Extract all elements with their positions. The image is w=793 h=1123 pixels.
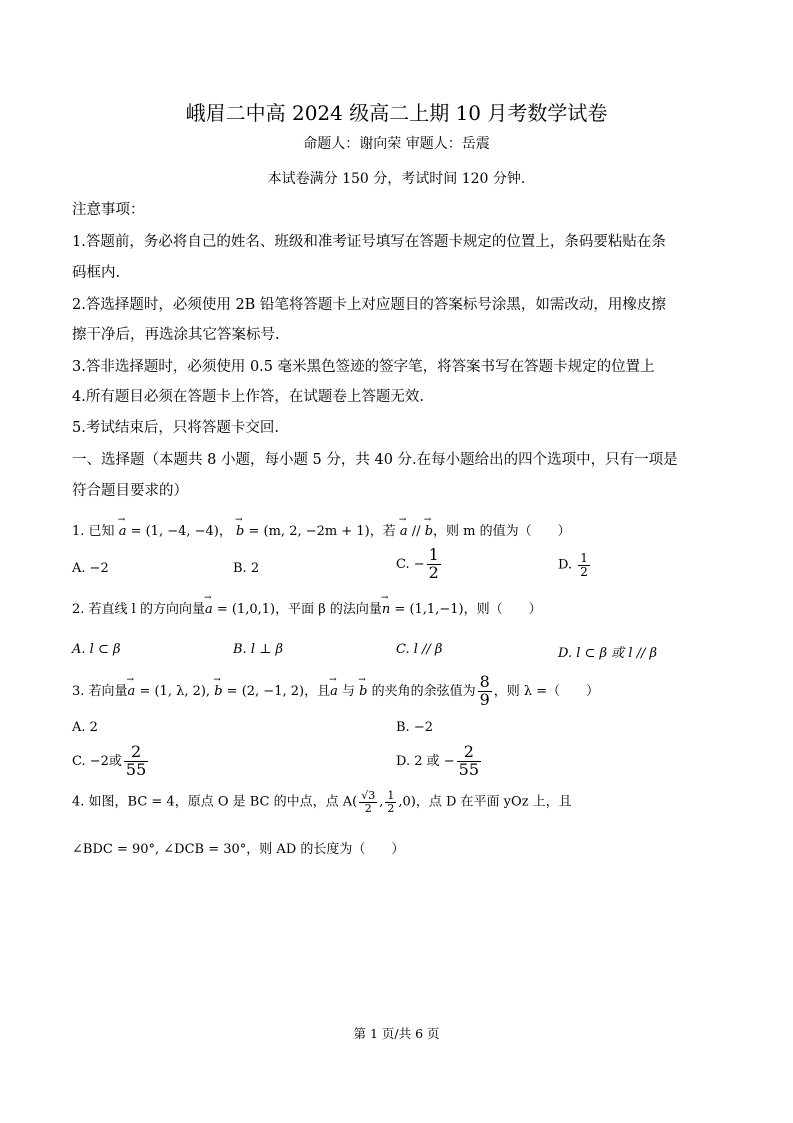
vector-a-symbol: → a [205, 602, 213, 617]
vector-a-value: = (1, −4, −4) [126, 524, 219, 539]
question-4-line-2: ∠BDC = 90°, ∠DCB = 30°，则 AD 的长度为（ ） [72, 842, 405, 857]
q2-option-c: C. l // β [396, 642, 443, 657]
note-line-1: 1.答题前，务必将自己的姓名、班级和准考证号填写在答题卡规定的位置上，条码要粘贴在条 [72, 234, 666, 250]
q4-line-1-suffix: ,0)，点 D 在平面 yOz 上，且 [398, 794, 572, 810]
vector-b-symbol: → b [359, 684, 367, 699]
q1-option-d-prefix: D. [558, 557, 573, 573]
fraction [359, 790, 377, 814]
fraction-denominator: 2 [428, 562, 439, 582]
vector-a-value: = (1,0,1) [212, 602, 276, 617]
vector-b-value: = (m, 2, −2m + 1) [244, 524, 370, 539]
q4-line-1-prefix: 4. 如图，BC = 4，原点 O 是 BC 的中点，点 A( [72, 794, 358, 810]
notes-heading: 注意事项： [72, 202, 145, 218]
fraction-numerator: 1 [580, 551, 588, 565]
q2-option-d: D. l ⊂ β 或 l // β [558, 646, 658, 661]
fraction [124, 744, 148, 779]
q1-option-b: B. 2 [233, 561, 260, 576]
fraction-numerator: 1 [387, 789, 395, 802]
exam-title: 峨眉二中高 2024 级高二上期 10 月考数学试卷 [185, 101, 608, 125]
q3-option-c [72, 744, 150, 779]
vector-a-value: = (1, λ, 2), [135, 683, 215, 699]
parallel-symbol: // [407, 524, 425, 539]
q2-middle: ，平面 β 的法向量 [275, 602, 382, 617]
vector-n-value: = (1,1,−1) [390, 602, 464, 617]
q3-suffix: ，则 λ =（ ） [493, 683, 600, 699]
q1-separator: ， [218, 524, 232, 539]
note-line-2: 码框内. [72, 265, 121, 281]
q1-suffix: ，则 m 的值为（ ） [433, 524, 571, 539]
page-footer: 第 1 页/共 6 页 [353, 1026, 440, 1041]
question-2-stem [72, 598, 542, 617]
q1-option-c-prefix: C. − [396, 556, 425, 572]
q1-option-c [396, 547, 443, 582]
fraction [578, 552, 590, 578]
note-line-6: 4.所有题目必须在答题卡上作答，在试题卷上答题无效. [72, 389, 424, 405]
note-line-3: 2.答选择题时，必须使用 2B 铅笔将答题卡上对应题目的答案标号涂黑，如需改动，用橡皮擦 [72, 297, 666, 313]
fraction-numerator: √3 [361, 789, 376, 802]
fraction-denominator: 55 [458, 759, 480, 779]
q1-option-a: A. −2 [72, 561, 109, 576]
question-3-stem [72, 674, 599, 709]
vector-a-symbol: → a [119, 524, 127, 539]
q1-condition-prefix: ，若 [369, 524, 396, 539]
fraction-denominator: 9 [479, 689, 490, 709]
q2-option-a: A. l ⊂ β [72, 642, 121, 657]
fraction-numerator: 8 [479, 672, 490, 691]
q3-option-c-prefix: C. −2或 [72, 753, 122, 769]
fraction [385, 790, 396, 814]
note-line-4: 擦干净后，再选涂其它答案标号. [72, 327, 280, 343]
q1-prefix: 1. 已知 [72, 524, 115, 539]
vector-b-symbol: → b [236, 524, 244, 539]
vector-n-symbol: → n [382, 602, 390, 617]
vector-b-value: = (2, −1, 2) [222, 683, 305, 699]
vector-a-symbol: → a [330, 684, 338, 699]
q2-option-b: B. l ⊥ β [233, 642, 283, 657]
fraction-numerator: 2 [457, 744, 481, 762]
vector-a-symbol: → a [128, 684, 136, 699]
section-heading-line-1: 一、选择题（本题共 8 小题，每小题 5 分，共 40 分.在每小题给出的四个选项中，只有一项是 [72, 452, 678, 468]
q3-condition-prefix: ，且 [304, 683, 331, 699]
q3-option-b: B. −2 [396, 720, 433, 735]
fraction-denominator: 2 [387, 801, 395, 815]
q3-option-a: A. 2 [72, 720, 98, 735]
vector-b-symbol: → b [425, 524, 433, 539]
q3-cosine-text: 的夹角的余弦值为 [367, 683, 476, 699]
q3-prefix: 3. 若向量 [72, 683, 128, 699]
fraction [478, 674, 492, 709]
question-1-stem [72, 520, 571, 539]
note-line-5: 3.答非选择题时，必须使用 0.5 毫米黑色签迹的签字笔，将答案书写在答题卡规定的位置上 [72, 359, 655, 375]
exam-info: 本试卷满分 150 分，考试时间 120 分钟. [267, 171, 526, 187]
q3-option-d-prefix: D. 2 或 − [396, 753, 455, 769]
question-4-line-1 [72, 790, 572, 814]
section-heading-line-2: 符合题目要求的） [72, 483, 188, 499]
vector-b-symbol: → b [214, 684, 222, 699]
q1-option-d [558, 552, 592, 578]
q3-option-d [396, 744, 483, 779]
q2-suffix: ，则（ ） [463, 602, 542, 617]
coordinate-separator: , [379, 794, 384, 810]
fraction [457, 744, 481, 779]
fraction-denominator: 55 [125, 759, 147, 779]
fraction-denominator: 2 [364, 801, 372, 815]
exam-authors: 命题人：谢向荣 审题人：岳震 [303, 136, 490, 152]
vector-a-symbol: → a [400, 524, 408, 539]
q3-with: 与 [337, 683, 360, 699]
fraction [427, 547, 441, 582]
fraction-numerator: 1 [428, 545, 439, 564]
q2-prefix: 2. 若直线 l 的方向向量 [72, 602, 205, 617]
fraction-denominator: 2 [580, 564, 588, 579]
fraction-numerator: 2 [124, 744, 148, 762]
note-line-7: 5.考试结束后，只将答题卡交回. [72, 420, 279, 436]
